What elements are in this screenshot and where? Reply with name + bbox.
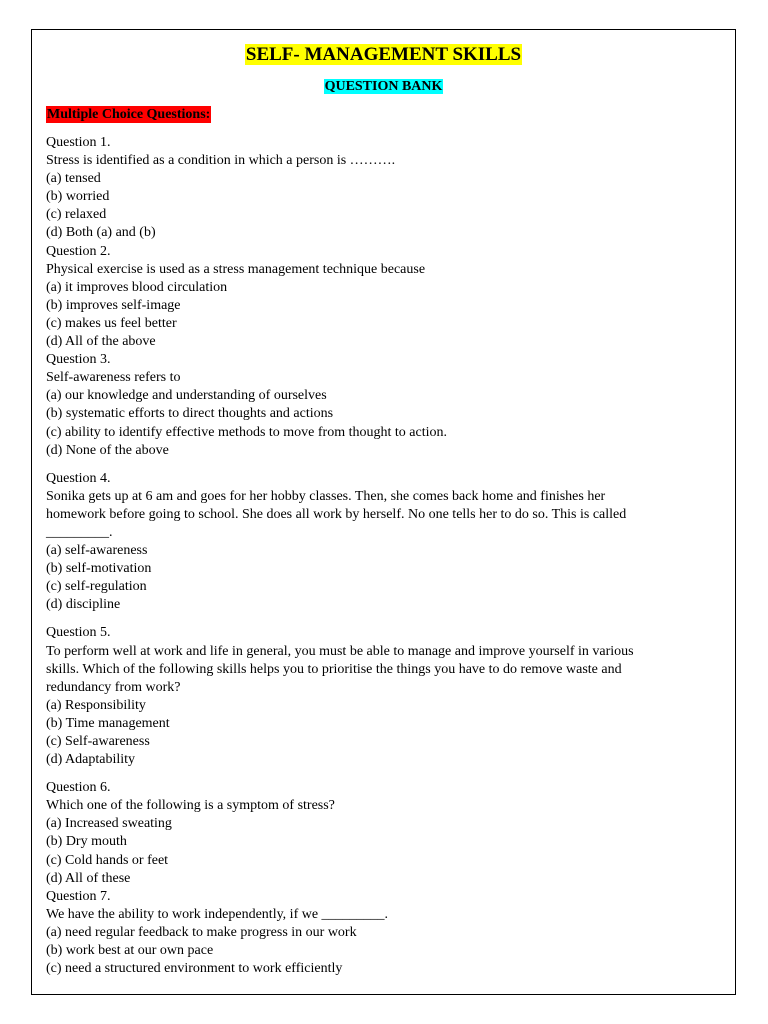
question-text: redundancy from work? xyxy=(46,679,181,695)
question-list xyxy=(46,134,726,978)
question-block xyxy=(46,470,726,615)
document-subtitle: QUESTION BANK xyxy=(324,79,443,94)
question-heading: Question 7. xyxy=(46,888,111,904)
question-text: Self-awareness refers to xyxy=(46,370,181,386)
answer-option: (d) Both (a) and (b) xyxy=(46,225,156,241)
question-block xyxy=(46,351,726,460)
question-heading: Question 1. xyxy=(46,135,111,150)
question-text: Which one of the following is a symptom of stress? xyxy=(46,798,335,814)
question-block xyxy=(46,134,726,243)
answer-option: (c) makes us feel better xyxy=(46,315,177,331)
question-block xyxy=(46,779,726,888)
question-block xyxy=(46,888,726,978)
answer-option: (c) Cold hands or feet xyxy=(46,852,169,868)
question-text: Sonika gets up at 6 am and goes for her hobby classes. Then, she comes back home and finishes her xyxy=(46,488,606,504)
question-heading: Question 6. xyxy=(46,780,111,796)
answer-option: (b) self-motivation xyxy=(46,561,152,577)
answer-option: (c) need a structured environment to work efficiently xyxy=(46,961,343,977)
question-heading: Question 2. xyxy=(46,243,111,259)
answer-option: (a) our knowledge and understanding of ourselves xyxy=(46,388,327,404)
answer-option: (c) ability to identify effective methods to move from thought to action. xyxy=(46,424,447,440)
answer-option: (a) Responsibility xyxy=(46,697,146,713)
answer-option: (b) worried xyxy=(46,189,110,205)
question-text: We have the ability to work independently, if we _________. xyxy=(46,906,389,922)
question-text: Stress is identified as a condition in which a person is ………. xyxy=(46,153,396,169)
answer-option: (d) discipline xyxy=(46,597,121,613)
answer-option: (a) self-awareness xyxy=(46,543,148,559)
answer-option: (b) work best at our own pace xyxy=(46,943,214,959)
section-heading: Multiple Choice Questions: xyxy=(47,107,211,122)
question-text: _________. xyxy=(46,524,113,540)
question-text: To perform well at work and life in general, you must be able to manage and improve yourself in various xyxy=(46,643,634,659)
answer-option: (c) relaxed xyxy=(46,207,107,223)
answer-option: (b) systematic efforts to direct thoughts and actions xyxy=(46,406,334,422)
question-heading: Question 3. xyxy=(46,352,111,368)
question-heading: Question 4. xyxy=(46,470,111,486)
answer-option: (d) All of these xyxy=(46,870,131,886)
question-block xyxy=(46,624,726,769)
question-block xyxy=(46,243,726,352)
answer-option: (d) All of the above xyxy=(46,334,156,350)
document-page xyxy=(31,29,736,995)
answer-option: (a) it improves blood circulation xyxy=(46,279,228,295)
document-title: SELF- MANAGEMENT SKILLS xyxy=(245,44,522,65)
answer-option: (c) Self-awareness xyxy=(46,734,150,749)
answer-option: (b) Time management xyxy=(46,715,170,731)
answer-option: (d) None of the above xyxy=(46,442,169,458)
answer-option: (c) self-regulation xyxy=(46,579,147,595)
question-text: skills. Which of the following skills helps you to prioritise the things you have to do remove waste and xyxy=(46,661,622,677)
answer-option: (a) tensed xyxy=(46,171,101,187)
question-heading: Question 5. xyxy=(46,625,111,641)
answer-option: (b) improves self-image xyxy=(46,297,181,313)
answer-option: (d) Adaptability xyxy=(46,752,136,768)
answer-option: (a) need regular feedback to make progress in our work xyxy=(46,924,357,940)
question-text: Physical exercise is used as a stress management technique because xyxy=(46,261,426,277)
answer-option: (b) Dry mouth xyxy=(46,834,127,850)
answer-option: (a) Increased sweating xyxy=(46,816,172,832)
question-text: homework before going to school. She does all work by herself. No one tells her to do so. This is called xyxy=(46,506,627,522)
